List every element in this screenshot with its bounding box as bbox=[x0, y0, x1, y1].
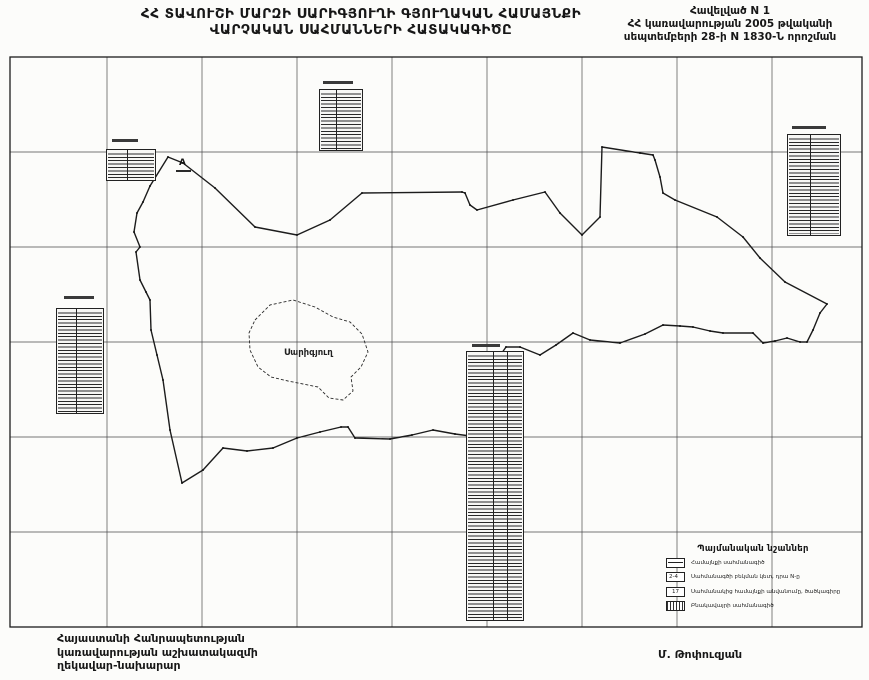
boundary-vertex-dot bbox=[619, 342, 621, 344]
appendix-line3: սեպտեմբերի 28-ի N 1830-Ն որոշման bbox=[623, 31, 837, 43]
legend-item-adjacent-code bbox=[666, 587, 844, 597]
boundary-vertex-dot bbox=[222, 447, 224, 449]
coordinate-table-topcenter bbox=[319, 89, 363, 151]
boundary-vertex-dot bbox=[662, 192, 664, 194]
boundary-vertex-dot bbox=[469, 204, 471, 206]
boundary-vertex-dot bbox=[150, 329, 152, 331]
table-divider bbox=[493, 352, 494, 620]
map-title-line1: ՀՀ ՏԱՎՈՒՇԻ ՄԱՐԶԻ ՍԱՐԻԳՅՈՒՂԻ ԳՅՈՒՂԱԿԱՆ ՀԱՄԱՅՆՔԻ bbox=[140, 6, 582, 22]
boundary-vertex-dot bbox=[454, 433, 456, 435]
point-a-underline bbox=[176, 170, 191, 172]
coordinate-table-right bbox=[787, 134, 841, 236]
authority-line1: Հայաստանի Հանրապետության bbox=[57, 632, 245, 645]
boundary-vertex-dot bbox=[639, 152, 641, 154]
boundary-vertex-dot bbox=[214, 187, 216, 189]
boundary-vertex-dot bbox=[136, 212, 138, 214]
boundary-vertex-dot bbox=[389, 438, 391, 440]
coordinate-table-center bbox=[466, 351, 524, 621]
boundary-vertex-dot bbox=[601, 146, 603, 148]
authority-line2: կառավարության աշխատակազմի bbox=[57, 645, 258, 659]
boundary-vertex-dot bbox=[786, 337, 788, 339]
boundary-vertex-dot bbox=[464, 192, 466, 194]
boundary-vertex-dot bbox=[139, 279, 141, 281]
table-caption-center bbox=[472, 344, 500, 347]
boundary-vertex-dot bbox=[135, 251, 137, 253]
map-title-line2: ՎԱՐՉԱԿԱՆ ՍԱՀՄԱՆՆԵՐԻ ՀԱՏԱԿԱԳԻԾԸ bbox=[209, 22, 513, 38]
boundary-vertex-dot bbox=[272, 447, 274, 449]
issuing-authority-text bbox=[57, 632, 357, 673]
legend-item-vertex bbox=[666, 572, 844, 582]
boundary-vertex-dot bbox=[722, 332, 724, 334]
authority-line3: ղեկավար-նախարար bbox=[57, 659, 181, 672]
boundary-vertex-dot bbox=[149, 299, 151, 301]
boundary-vertex-dot bbox=[581, 234, 583, 236]
boundary-vertex-dot bbox=[361, 192, 363, 194]
boundary-vertex-dot bbox=[679, 325, 681, 327]
boundary-vertex-dot bbox=[589, 339, 591, 341]
boundary-vertex-dot bbox=[742, 236, 744, 238]
boundary-vertex-dot bbox=[461, 191, 463, 193]
adjacent-code-icon bbox=[666, 587, 685, 597]
boundary-vertex-dot bbox=[347, 426, 349, 428]
boundary-vertex-dot bbox=[539, 354, 541, 356]
boundary-vertex-dot bbox=[674, 199, 676, 201]
boundary-vertex-dot bbox=[759, 257, 761, 259]
boundary-vertex-dot bbox=[662, 324, 664, 326]
legend-item-settlement bbox=[666, 601, 844, 611]
boundary-vertex-dot bbox=[709, 330, 711, 332]
table-divider bbox=[76, 309, 77, 413]
boundary-vertex-dot bbox=[826, 303, 828, 305]
boundary-vertex-dot bbox=[716, 216, 718, 218]
boundary-vertex-dot bbox=[572, 332, 574, 334]
boundary-vertex-dot bbox=[340, 426, 342, 428]
boundary-vertex-dot bbox=[167, 156, 169, 158]
table-divider bbox=[810, 135, 811, 235]
table-caption-topleft bbox=[112, 139, 138, 142]
boundary-vertex-dot bbox=[799, 341, 801, 343]
boundary-vertex-dot bbox=[411, 434, 413, 436]
boundary-vertex-dot bbox=[181, 482, 183, 484]
boundary-vertex-dot bbox=[512, 199, 514, 201]
table-caption-left bbox=[64, 296, 94, 299]
boundary-vertex-dot bbox=[692, 326, 694, 328]
boundary-vertex-dot bbox=[133, 231, 135, 233]
legend-item-label: Բնակավայրի սահմանագիծ bbox=[691, 602, 774, 609]
appendix-line1: Հավելված N 1 bbox=[689, 5, 771, 17]
settlement-hatch-icon bbox=[666, 601, 685, 611]
boundary-vertex-dot bbox=[559, 212, 561, 214]
boundary-vertex-dot bbox=[162, 379, 164, 381]
coordinate-grid bbox=[10, 57, 862, 627]
boundary-vertex-dot bbox=[599, 216, 601, 218]
table-divider bbox=[336, 90, 337, 150]
boundary-vertex-dot bbox=[149, 185, 151, 187]
boundary-vertex-dot bbox=[544, 191, 546, 193]
boundary-vertex-dot bbox=[806, 341, 808, 343]
legend-item-label: Համայնքի սահմանագիծ bbox=[691, 560, 765, 567]
boundary-vertex-dot bbox=[246, 450, 248, 452]
boundary-vertex-dot bbox=[505, 346, 507, 348]
table-caption-right bbox=[792, 126, 826, 129]
boundary-vertex-dot bbox=[819, 312, 821, 314]
table-caption-topcenter bbox=[323, 81, 353, 84]
table-divider bbox=[127, 150, 128, 180]
boundary-vertex-dot bbox=[139, 246, 141, 248]
boundary-vertex-dot bbox=[296, 437, 298, 439]
boundary-line-icon bbox=[666, 558, 685, 568]
coordinate-table-left bbox=[56, 308, 104, 414]
village-name-label: Սարիգյուղ bbox=[284, 348, 333, 358]
boundary-vertex-dot bbox=[329, 219, 331, 221]
boundary-vertex-dot bbox=[145, 291, 147, 293]
legend bbox=[666, 544, 844, 611]
legend-item-boundary bbox=[666, 558, 844, 568]
boundary-vertex-dot bbox=[659, 176, 661, 178]
appendix-line2: ՀՀ կառավարության 2005 թվականի bbox=[627, 18, 833, 30]
coordinate-table-topleft bbox=[106, 149, 156, 181]
legend-title: Պայմանական նշաններ bbox=[697, 544, 809, 554]
legend-item-label: Սահմանակից համայնքի անվանումը, ծածկագիրը bbox=[691, 588, 841, 595]
boundary-vertex-dot bbox=[784, 281, 786, 283]
boundary-vertex-dot bbox=[142, 201, 144, 203]
boundary-vertex-dot bbox=[762, 342, 764, 344]
boundary-vertex-dot bbox=[654, 159, 656, 161]
boundary-vertex-dot bbox=[519, 346, 521, 348]
boundary-vertex-dot bbox=[169, 429, 171, 431]
signatory-name: Մ. Թոփուզյան bbox=[658, 648, 743, 661]
boundary-vertex-dot bbox=[354, 437, 356, 439]
boundary-vertex-dot bbox=[156, 354, 158, 356]
table-divider bbox=[507, 352, 508, 620]
boundary-vertex-dot bbox=[476, 209, 478, 211]
boundary-point-a-label: A bbox=[179, 158, 186, 168]
boundary-vertex-dot bbox=[254, 226, 256, 228]
legend-item-label: Սահմանագծի բեկման կետ, դրա N-ը bbox=[691, 574, 800, 581]
boundary-vertex-dot bbox=[752, 332, 754, 334]
boundary-vertex-dot bbox=[774, 340, 776, 342]
boundary-vertex-dot bbox=[296, 234, 298, 236]
boundary-vertex-dot bbox=[202, 469, 204, 471]
boundary-vertex-dot bbox=[652, 154, 654, 156]
boundary-vertex-dot bbox=[812, 329, 814, 331]
boundary-vertex-dot bbox=[644, 333, 646, 335]
boundary-vertex-dot bbox=[432, 429, 434, 431]
vertex-number-icon bbox=[666, 572, 685, 582]
boundary-vertex-dot bbox=[555, 344, 557, 346]
boundary-vertex-dot bbox=[319, 431, 321, 433]
